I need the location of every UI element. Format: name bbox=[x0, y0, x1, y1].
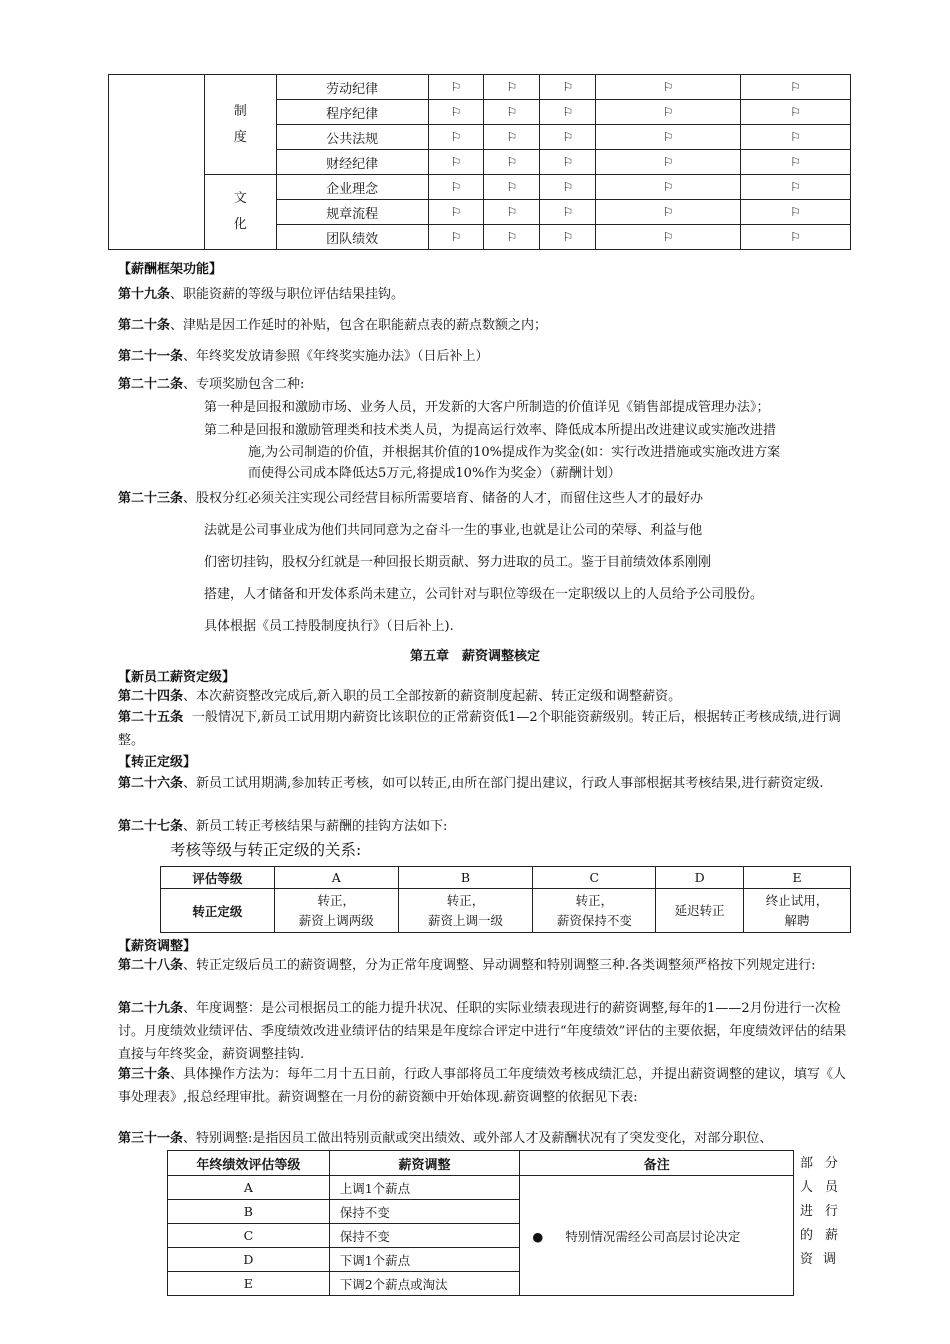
flag-icon: ⚐ bbox=[428, 75, 484, 100]
result-cell: 转正， 薪资上调两级 bbox=[274, 889, 398, 933]
adjust-cell: 下调1个薪点 bbox=[329, 1248, 520, 1272]
article-23 bbox=[118, 487, 858, 510]
article-label: 第二十五条 bbox=[118, 710, 184, 725]
article-19 bbox=[118, 283, 858, 306]
adjust-cell: 保持不变 bbox=[329, 1200, 520, 1224]
article-label: 第二十一条 bbox=[118, 349, 184, 364]
article-29 bbox=[118, 997, 858, 1066]
article-text: 、具体操作方法为：每年二月十五日前，行政人事部将员工年度绩效考核成绩汇总，并提出薪资调整的建议，填写《人事处理表》,报总经理审批。薪资调整在一月份的薪资额中开始体现.薪资调整的依据见下表: bbox=[118, 1067, 847, 1105]
flag-icon: ⚐ bbox=[741, 125, 851, 150]
table-row bbox=[168, 1176, 794, 1200]
flag-icon: ⚐ bbox=[484, 150, 540, 175]
grade-cell: C bbox=[168, 1224, 330, 1248]
annual-adjust-table bbox=[167, 1150, 794, 1296]
table-row bbox=[109, 175, 851, 200]
flag-icon: ⚐ bbox=[428, 200, 484, 225]
grade-cell: B bbox=[398, 867, 533, 889]
article-31 bbox=[118, 1127, 772, 1150]
article-text: 、特别调整:是指因员工做出特别贡献或突出绩效、或外部人才及薪酬状况有了突发变化，对部分职位、 bbox=[183, 1131, 773, 1146]
flag-icon: ⚐ bbox=[596, 225, 741, 250]
adjust-cell: 下调2个薪点或淘汰 bbox=[329, 1272, 520, 1296]
group-label: 制 度 bbox=[204, 75, 276, 175]
flag-icon: ⚐ bbox=[596, 100, 741, 125]
adjust-cell: 上调1个薪点 bbox=[329, 1176, 520, 1200]
item-label: 财经纪律 bbox=[276, 150, 428, 175]
flag-icon: ⚐ bbox=[741, 175, 851, 200]
article-22-line1: 第一种是回报和激励市场、业务人员，开发新的大客户所制造的价值详见《销售部提成管理办法》； bbox=[204, 400, 770, 415]
grade-cell: E bbox=[744, 867, 851, 889]
article-text: 、职能资薪的等级与职位评估结果挂钩。 bbox=[170, 287, 405, 302]
result-row-header: 转正定级 bbox=[161, 889, 275, 933]
flag-icon: ⚐ bbox=[484, 225, 540, 250]
flag-icon: ⚐ bbox=[741, 100, 851, 125]
flag-icon: ⚐ bbox=[540, 100, 596, 125]
flag-icon: ⚐ bbox=[484, 100, 540, 125]
item-label: 规章流程 bbox=[276, 200, 428, 225]
flag-icon: ⚐ bbox=[484, 125, 540, 150]
flag-icon: ⚐ bbox=[741, 150, 851, 175]
item-label: 劳动纪律 bbox=[276, 75, 428, 100]
regularization-table bbox=[160, 866, 851, 933]
article-text: 、新员工转正考核结果与薪酬的挂钩方法如下: bbox=[183, 819, 448, 834]
flag-icon: ⚐ bbox=[741, 75, 851, 100]
article-label: 第二十二条 bbox=[118, 377, 184, 392]
article-text: 、本次薪资整改完成后,新入职的员工全部按新的薪资制度起薪、转正定级和调整薪资。 bbox=[183, 689, 682, 704]
article-text: 、专项奖励包含二种: bbox=[183, 377, 305, 392]
flag-icon: ⚐ bbox=[484, 175, 540, 200]
article-22 bbox=[118, 373, 858, 396]
article-label: 第三十一条 bbox=[118, 1131, 184, 1146]
article-24 bbox=[118, 685, 858, 708]
result-cell: 延迟转正 bbox=[656, 889, 744, 933]
flag-icon: ⚐ bbox=[540, 125, 596, 150]
item-label: 公共法规 bbox=[276, 125, 428, 150]
grade-cell: D bbox=[168, 1248, 330, 1272]
item-label: 企业理念 bbox=[276, 175, 428, 200]
article-label: 第二十九条 bbox=[118, 1001, 184, 1016]
article-26 bbox=[118, 772, 858, 795]
article-28 bbox=[118, 954, 858, 977]
flag-icon: ⚐ bbox=[596, 125, 741, 150]
article-31-tail: 部分人员进行的薪资调 bbox=[800, 1156, 848, 1267]
flag-icon: ⚐ bbox=[484, 200, 540, 225]
article-label: 第二十六条 bbox=[118, 776, 184, 791]
flag-icon: ⚐ bbox=[428, 175, 484, 200]
grade-cell: A bbox=[274, 867, 398, 889]
grade-cell: E bbox=[168, 1272, 330, 1296]
flag-icon: ⚐ bbox=[540, 75, 596, 100]
note-text: 特别情况需经公司高层讨论决定 bbox=[565, 1228, 741, 1244]
article-label: 第十九条 bbox=[118, 287, 171, 302]
bullet-icon: ● bbox=[532, 1228, 544, 1244]
article-27 bbox=[118, 815, 858, 838]
flag-icon: ⚐ bbox=[540, 200, 596, 225]
article-22-line3: 施,为公司制造的价值，并根据其价值的10%提成作为奖金(如：实行改进措施或实施改进方案 bbox=[248, 445, 781, 460]
flag-icon: ⚐ bbox=[540, 225, 596, 250]
article-text: 、年终奖发放请参照《年终奖实施办法》（日后补上） bbox=[183, 349, 489, 364]
column-header: 薪资调整 bbox=[329, 1151, 520, 1176]
section-heading-new: 【新员工薪资定级】 bbox=[118, 670, 236, 685]
assessment-table bbox=[108, 74, 851, 250]
flag-icon: ⚐ bbox=[596, 75, 741, 100]
flag-icon: ⚐ bbox=[540, 175, 596, 200]
result-cell: 终止试用， 解聘 bbox=[744, 889, 851, 933]
section-heading-reg: 【转正定级】 bbox=[118, 755, 197, 770]
item-label: 程序纪律 bbox=[276, 100, 428, 125]
flag-icon: ⚐ bbox=[428, 150, 484, 175]
article-label: 第三十条 bbox=[118, 1067, 171, 1082]
article-30 bbox=[118, 1063, 858, 1109]
flag-icon: ⚐ bbox=[596, 150, 741, 175]
article-20 bbox=[118, 314, 858, 337]
article-label: 第二十七条 bbox=[118, 819, 184, 834]
column-header: 年终绩效评估等级 bbox=[168, 1151, 330, 1176]
result-cell: 转正， 薪资保持不变 bbox=[533, 889, 656, 933]
flag-icon: ⚐ bbox=[428, 225, 484, 250]
article-text: 、股权分红必须关注实现公司经营目标所需要培育、储备的人才，而留住这些人才的最好办 bbox=[183, 491, 704, 506]
flag-icon: ⚐ bbox=[596, 175, 741, 200]
flag-icon: ⚐ bbox=[428, 100, 484, 125]
flag-icon: ⚐ bbox=[540, 150, 596, 175]
article-25 bbox=[118, 706, 858, 752]
article-label: 第二十四条 bbox=[118, 689, 184, 704]
article-label: 第二十条 bbox=[118, 318, 171, 333]
note-cell bbox=[520, 1176, 794, 1296]
relation-title: 考核等级与转正定级的关系: bbox=[170, 841, 362, 859]
grade-cell: A bbox=[168, 1176, 330, 1200]
flag-icon: ⚐ bbox=[596, 200, 741, 225]
article-23-line1: 法就是公司事业成为他们共同同意为之奋斗一生的事业,也就是让公司的荣辱、利益与他 bbox=[204, 523, 703, 538]
chapter-title: 第五章 薪资调整核定 bbox=[409, 649, 540, 664]
article-label: 第二十八条 bbox=[118, 958, 184, 973]
article-text: 、转正定级后员工的薪资调整，分为正常年度调整、异动调整和特别调整三种.各类调整须严格按下列规定进行: bbox=[183, 958, 816, 973]
section-heading-comp: 【薪酬框架功能】 bbox=[118, 262, 223, 277]
table-row bbox=[109, 75, 851, 100]
article-label: 第二十三条 bbox=[118, 491, 184, 506]
grade-row-header: 评估等级 bbox=[161, 867, 275, 889]
result-cell: 转正， 薪资上调一级 bbox=[398, 889, 533, 933]
flag-icon: ⚐ bbox=[428, 125, 484, 150]
article-23-line4: 具体根据《员工持股制度执行》（日后补上). bbox=[204, 619, 454, 634]
group-label: 文 化 bbox=[204, 175, 276, 250]
empty-category-cell bbox=[109, 75, 205, 250]
grade-cell: B bbox=[168, 1200, 330, 1224]
article-21 bbox=[118, 345, 858, 368]
adjust-cell: 保持不变 bbox=[329, 1224, 520, 1248]
article-23-line3: 搭建，人才储备和开发体系尚未建立，公司针对与职位等级在一定职级以上的人员给予公司股份。 bbox=[204, 587, 764, 602]
flag-icon: ⚐ bbox=[741, 225, 851, 250]
article-22-line2: 第二种是回报和激励管理类和技术类人员，为提高运行效率、降低成本所提出改进建议或实施改进措 bbox=[204, 423, 777, 438]
article-text: 、新员工试用期满,参加转正考核，如可以转正,由所在部门提出建议，行政人事部根据其考核结果,进行薪资定级. bbox=[183, 776, 824, 791]
article-text: 、年度调整：是公司根据员工的能力提升状况、任职的实际业绩表现进行的薪资调整,每年的1——2月份进行一次检讨。月度绩效业绩评估、季度绩效改进业绩评估的结果是年度综合评定中进行“年度绩效”评估的主要依据，年度绩效评估的结果直接与年终奖金，薪资调整挂钩. bbox=[118, 1001, 847, 1062]
article-23-line2: 们密切挂钩，股权分红就是一种回报长期贡献、努力进取的员工。鉴于目前绩效体系刚刚 bbox=[204, 555, 712, 570]
column-header: 备注 bbox=[520, 1151, 794, 1176]
flag-icon: ⚐ bbox=[484, 75, 540, 100]
article-text: 、一般情况下,新员工试用期内薪资比该职位的正常薪资低1—2个职能资薪级别。转正后，根据转正考核成绩,进行调整。 bbox=[118, 710, 841, 748]
section-heading-adj: 【薪资调整】 bbox=[118, 939, 197, 954]
article-text: 、津贴是因工作延时的补贴，包含在职能薪点表的薪点数额之内； bbox=[170, 318, 548, 333]
grade-cell: C bbox=[533, 867, 656, 889]
item-label: 团队绩效 bbox=[276, 225, 428, 250]
grade-cell: D bbox=[656, 867, 744, 889]
article-22-line4: 而使得公司成本降低达5万元,将提成10%作为奖金）（薪酬计划） bbox=[248, 466, 621, 481]
flag-icon: ⚐ bbox=[741, 200, 851, 225]
